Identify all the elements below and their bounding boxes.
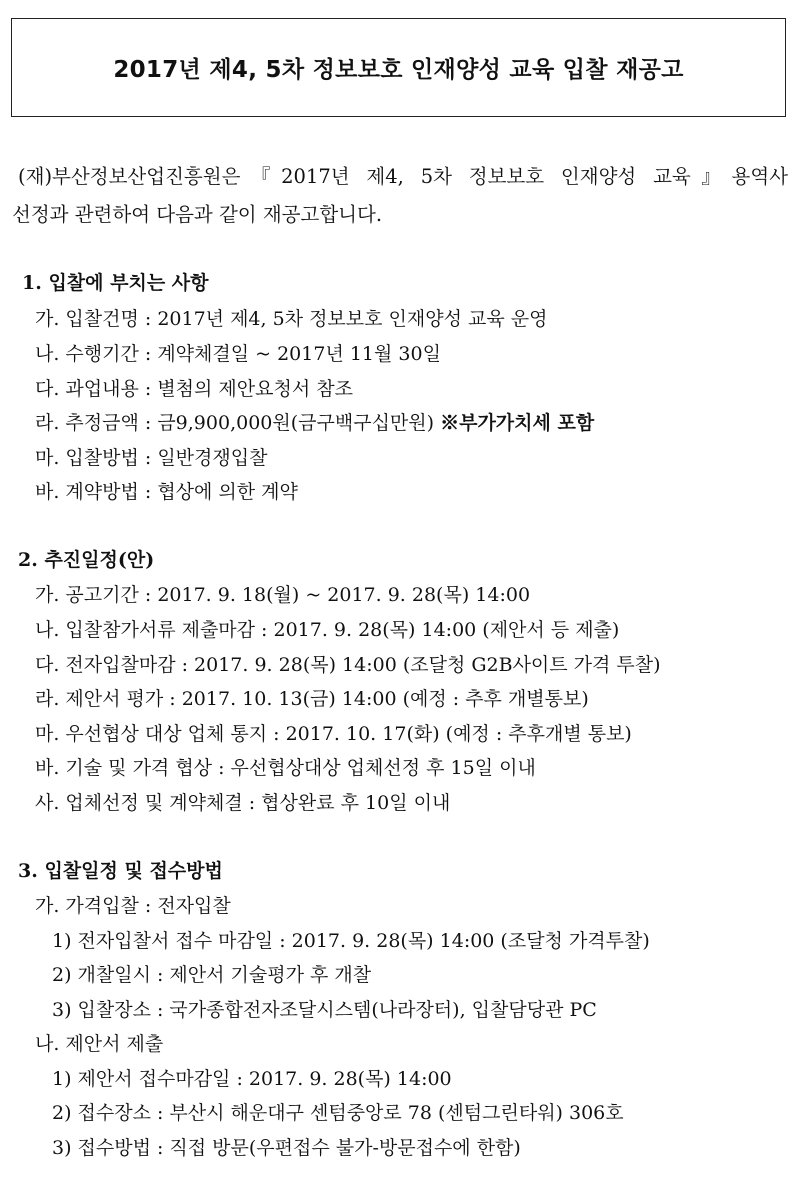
section-2-heading: 2. 추진일정(안) xyxy=(18,549,155,571)
section-1-item: 바. 계약방법 : 협상에 의한 계약 xyxy=(35,481,298,503)
section-1-item: 다. 과업내용 : 별첨의 제안요청서 참조 xyxy=(35,378,353,400)
section-2-item: 가. 공고기간 : 2017. 9. 18(월) ~ 2017. 9. 28(목) 14:00 xyxy=(35,584,531,606)
section-3-b-item: 3) 접수방법 : 직접 방문(우편접수 불가-방문접수에 한함) xyxy=(52,1137,521,1159)
section-3-heading: 3. 입찰일정 및 접수방법 xyxy=(18,860,223,882)
intro-line-1: (재)부산정보산업진흥원은『2017년 제4, 5차 정보보호 인재양성 교육』용역사 xyxy=(18,165,788,188)
section-2-item: 나. 입찰참가서류 제출마감 : 2017. 9. 28(목) 14:00 (제안서 등 제출) xyxy=(35,619,620,641)
section-1-item: 나. 수행기간 : 계약체결일 ~ 2017년 11월 30일 xyxy=(35,343,441,365)
price-text: 라. 추정금액 : 금9,900,000원(금구백구십만원) xyxy=(35,412,441,434)
section-1-item: 마. 입찰방법 : 일반경쟁입찰 xyxy=(35,447,268,469)
section-2-item: 마. 우선협상 대상 업체 통지 : 2017. 10. 17(화) (예정 : 추후개별 통보) xyxy=(35,723,632,745)
section-2-item: 다. 전자입찰마감 : 2017. 9. 28(목) 14:00 (조달청 G2B사이트 가격 투찰) xyxy=(35,654,661,676)
section-3-a-item: 2) 개찰일시 : 제안서 기술평가 후 개찰 xyxy=(52,964,372,986)
section-1-item-price xyxy=(35,408,594,435)
document-title: 2017년 제4, 5차 정보보호 인재양성 교육 입찰 재공고 xyxy=(113,57,684,83)
intro-paragraph xyxy=(12,158,788,234)
section-3-b-item: 2) 접수장소 : 부산시 해운대구 센텀중앙로 78 (센텀그린타워) 306호 xyxy=(52,1102,624,1124)
vat-note: ※부가가치세 포함 xyxy=(440,412,595,434)
section-2-item: 바. 기술 및 가격 협상 : 우선협상대상 업체선정 후 15일 이내 xyxy=(35,757,536,779)
section-3-sub-b: 나. 제안서 제출 xyxy=(35,1033,164,1055)
title-box xyxy=(11,18,786,117)
section-3-a-item: 1) 전자입찰서 접수 마감일 : 2017. 9. 28(목) 14:00 (조달청 가격투찰) xyxy=(52,930,650,952)
section-3-b-item: 1) 제안서 접수마감일 : 2017. 9. 28(목) 14:00 xyxy=(52,1068,452,1090)
section-1-heading: 1. 입찰에 부치는 사항 xyxy=(22,272,209,294)
section-3-a-item: 3) 입찰장소 : 국가종합전자조달시스템(나라장터), 입찰담당관 PC xyxy=(52,999,597,1021)
section-2-item: 사. 업체선정 및 계약체결 : 협상완료 후 10일 이내 xyxy=(35,792,451,814)
section-3-sub-a: 가. 가격입찰 : 전자입찰 xyxy=(35,895,231,917)
section-1-item: 가. 입찰건명 : 2017년 제4, 5차 정보보호 인재양성 교육 운영 xyxy=(35,308,548,330)
intro-line-2: 선정과 관련하여 다음과 같이 재공고합니다. xyxy=(12,203,383,226)
section-2-item: 라. 제안서 평가 : 2017. 10. 13(금) 14:00 (예정 : 추후 개별통보) xyxy=(35,688,589,710)
